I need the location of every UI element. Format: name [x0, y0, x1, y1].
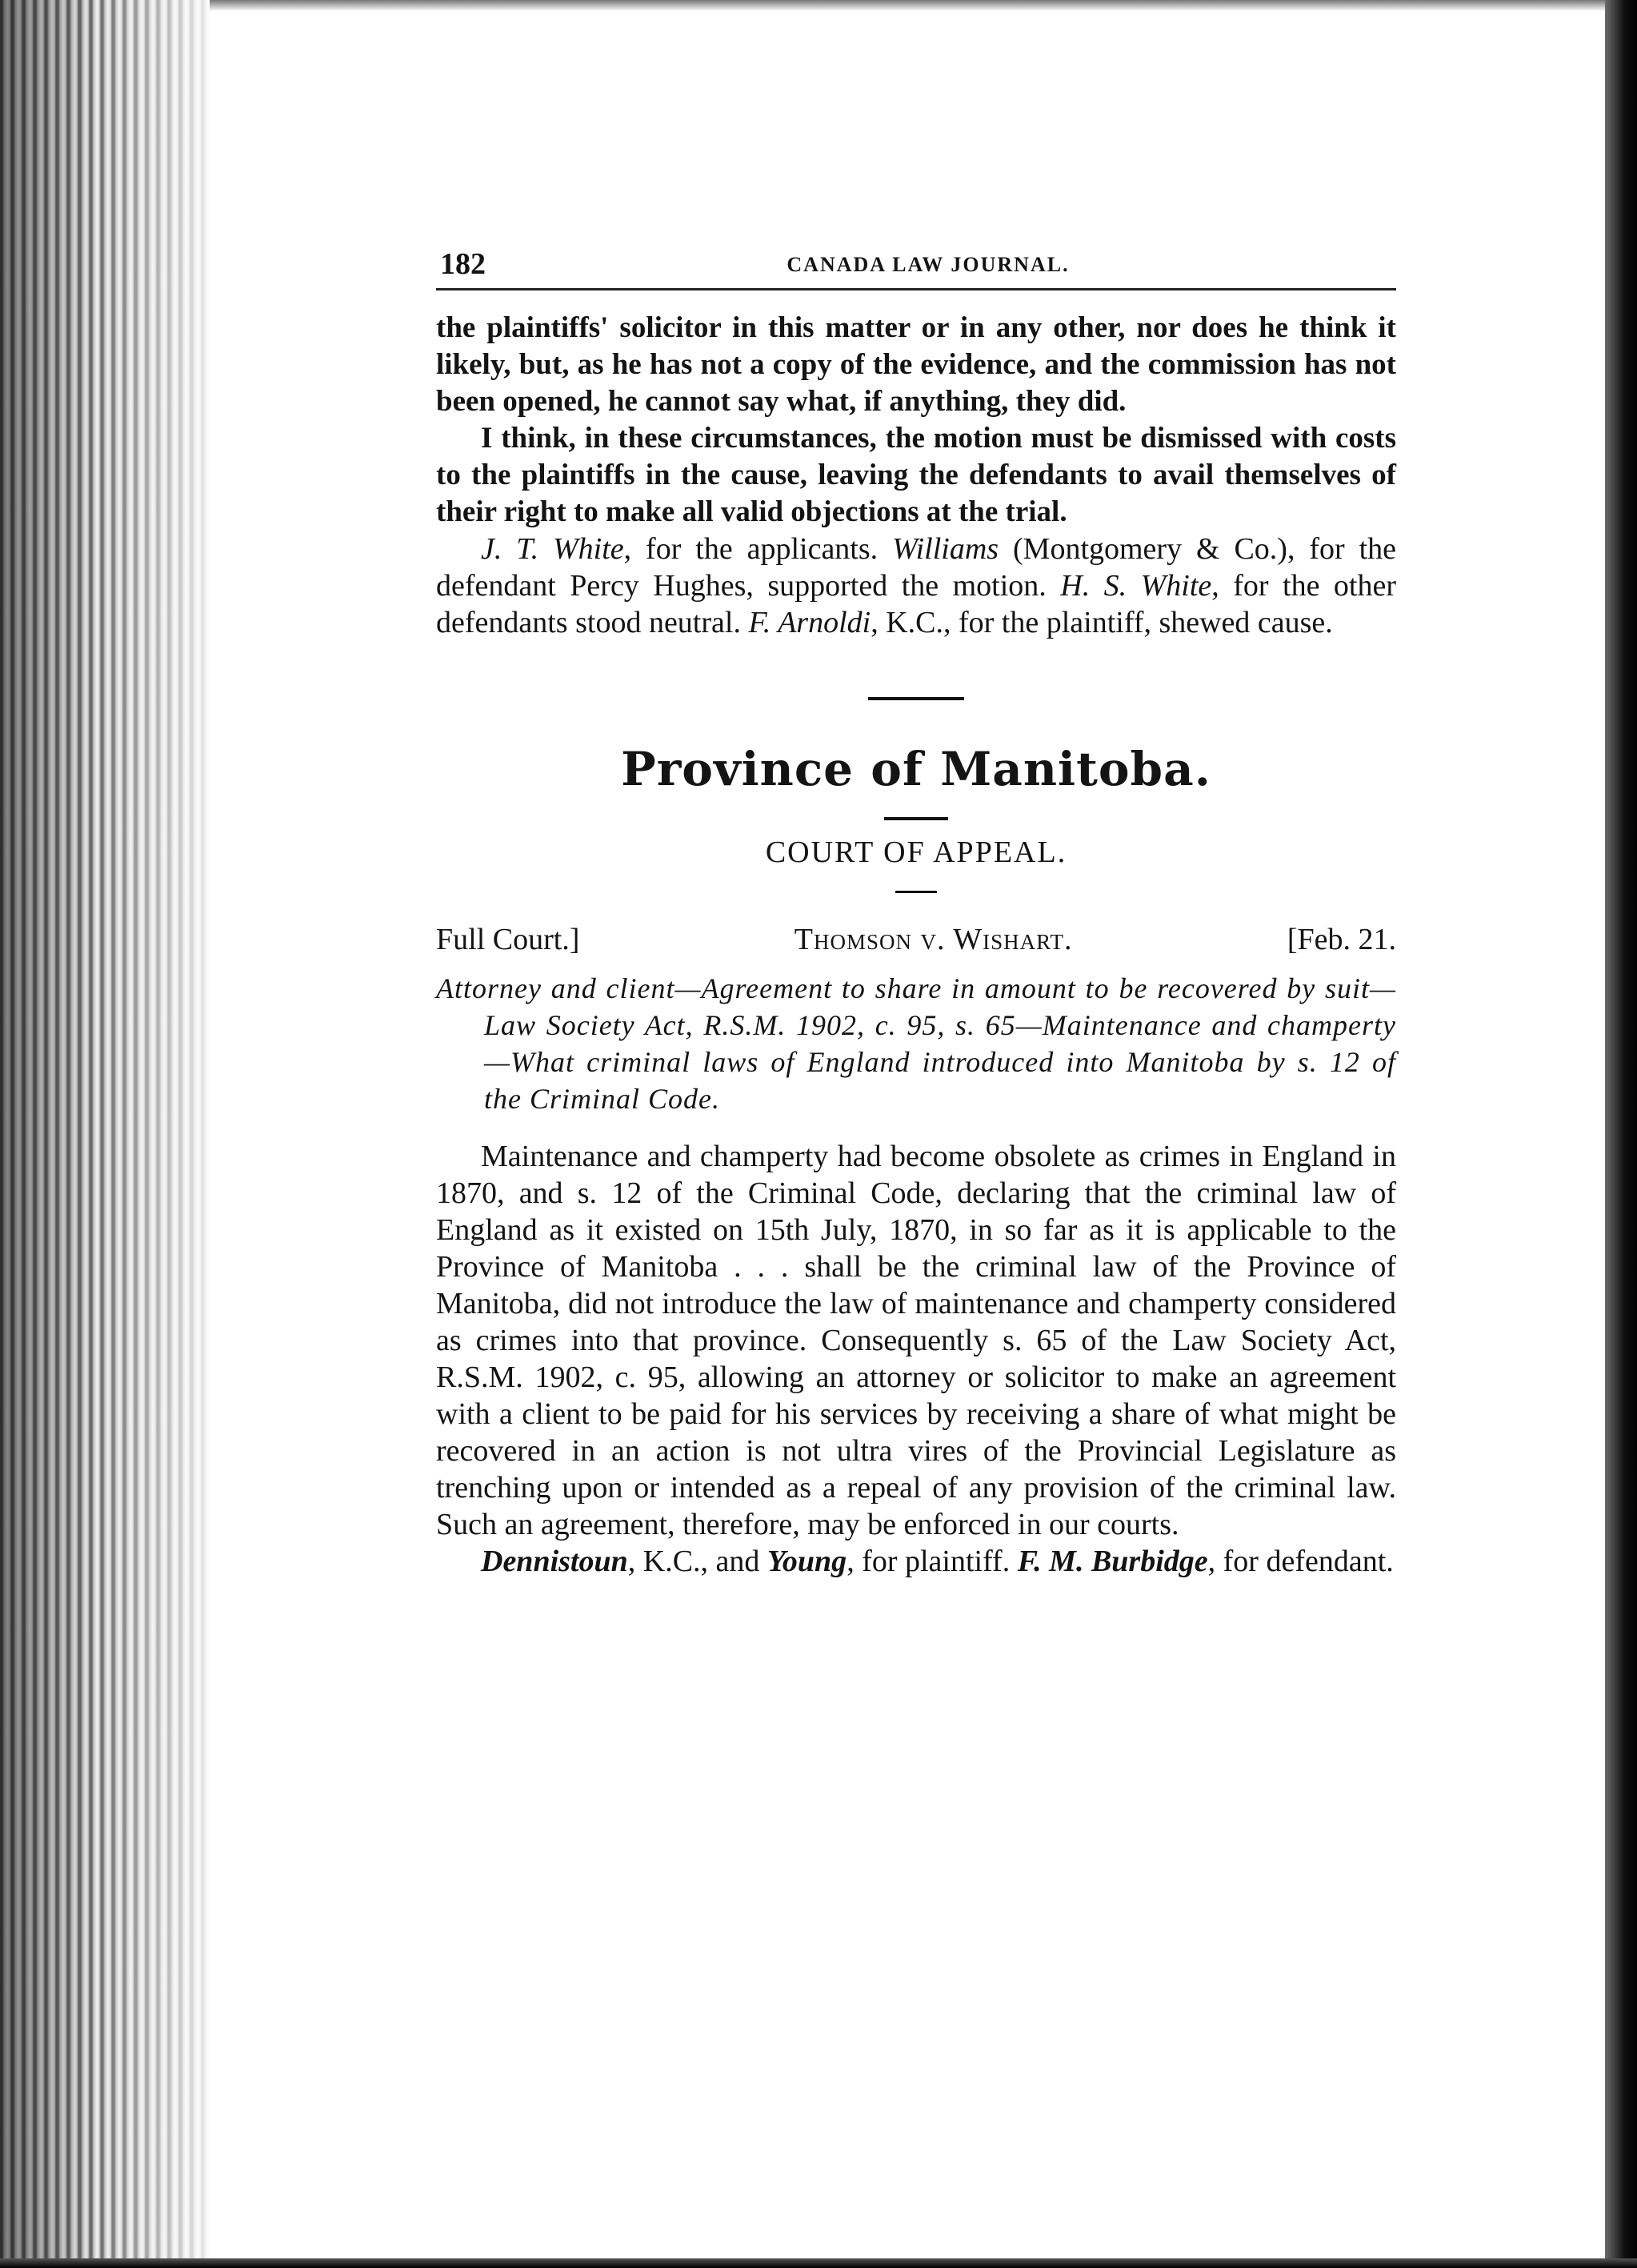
heading-rule	[895, 891, 937, 893]
counsel-text: (Montgomery & Co.), for the defendant Percy Hughes, supported the motion.	[436, 532, 1396, 603]
counsel-name: J. T. White	[481, 532, 624, 566]
scan-right-edge	[1605, 0, 1637, 2268]
heading-rule	[884, 817, 948, 820]
counsel-text: , for defendant.	[1207, 1545, 1394, 1578]
counsel-name: H. S. White	[1060, 569, 1212, 603]
case-summary: Maintenance and champerty had become obsolete as crimes in England in 1870, and s. 12 of the Criminal Code, declaring that the criminal law of England as it existed on 15th July, 1870, in so far as it is applicable to the Province of Manitoba . . . shall be the criminal law of the Province of Manitoba, did not introduce the law of maintenance and champerty considered as crimes into that province. Consequently s. 65 of the Law Society Act, R.S.M. 1902, c. 95, allowing an attorney or solicitor to make an agreement with a client to be paid for his services by receiving a share of what might be recovered in an action is not ultra vires of the Provincial Legislature as trenching upon or intended as a repeal of any provision of the criminal law. Such an agreement, therefore, may be enforced in our courts.	[436, 1140, 1396, 1541]
court-heading: COURT OF APPEAL.	[765, 835, 1067, 869]
section-divider	[868, 697, 964, 700]
ruling-paragraph: I think, in these circumstances, the motion must be dismissed with costs to the plaintiffs in the cause, leaving the defendants to avail themselves of their right to make all valid objections at the trial.	[436, 422, 1396, 528]
running-head	[436, 240, 1396, 291]
case-name: Thomson v. Wishart.	[794, 923, 1073, 956]
counsel-text: , for the applicants.	[623, 532, 893, 566]
counsel-text: , K.C., and	[627, 1545, 767, 1578]
court-label: Full Court.]	[436, 923, 580, 956]
scan-top-edge	[210, 0, 1605, 11]
journal-title: CANADA LAW JOURNAL.	[786, 253, 1070, 276]
counsel-paragraph	[436, 531, 1396, 641]
continued-paragraph: the plaintiffs' solicitor in this matter or in any other, nor does he think it likely, but, as he has not a copy of the evidence, and the commission has not been opened, he cannot say what, if anything, they did.	[436, 311, 1396, 418]
counsel-name: Dennistoun	[481, 1545, 628, 1578]
counsel-name: F. Arnoldi	[748, 606, 871, 639]
counsel-text: , for the other defendants stood neutral.	[436, 569, 1397, 639]
page-number: 182	[440, 247, 486, 281]
scan-gutter-shadow	[0, 0, 210, 2268]
case-caption	[436, 922, 1396, 957]
counsel-name: Young	[766, 1545, 847, 1578]
headnote: Attorney and client—Agreement to share in amount to be recovered by suit—Law Society Act, R.S.M. 1902, c. 95, s. 65—Maintenance and champerty—What criminal laws of England introduced into Manitoba by s. 12 of the Criminal Code.	[436, 972, 1396, 1115]
counsel-name: F. M. Burbidge	[1017, 1545, 1208, 1578]
counsel-text: , for plaintiff.	[847, 1545, 1018, 1578]
case-date: [Feb. 21.	[1287, 923, 1396, 956]
case-counsel	[436, 1543, 1396, 1580]
counsel-name: Williams	[892, 532, 999, 566]
journal-page	[436, 240, 1396, 1580]
province-heading: Province of Manitoba.	[621, 742, 1211, 796]
counsel-text: , K.C., for the plaintiff, shewed cause.	[871, 606, 1333, 639]
scan-bottom-edge	[0, 2258, 1637, 2268]
